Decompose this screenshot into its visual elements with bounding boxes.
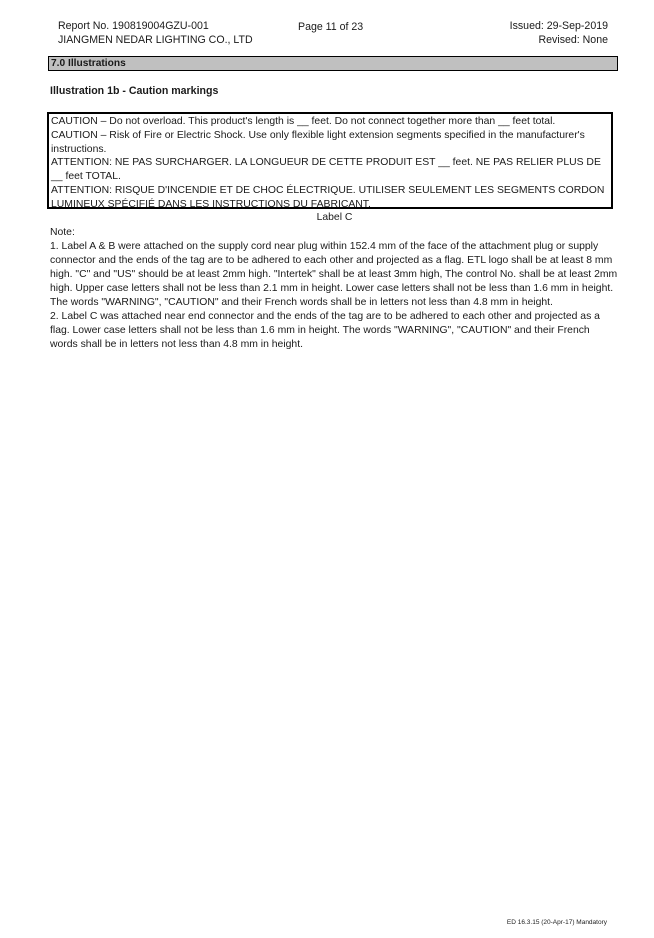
caution-line: ATTENTION: NE PAS SURCHARGER. LA LONGUEUR DE CETTE PRODUIT EST __ feet. NE PAS RELIER PLUS DE __ feet TOTAL. <box>51 157 601 183</box>
footer-edition: ED 16.3.15 (20-Apr-17) Mandatory <box>506 919 607 926</box>
caution-line: ATTENTION: RISQUE D'INCENDIE ET DE CHOC ÉLECTRIQUE. UTILISER SEULEMENT LES SEGMENTS CORDON LUMINEUX SPÉCIFIÉ DANS LES INSTRUCTIONS DU FABRICANT. <box>51 184 605 210</box>
illustration-title: Illustration 1b - Caution markings <box>50 85 219 97</box>
company-name: JIANGMEN NEDAR LIGHTING CO., LTD <box>58 34 253 46</box>
section-heading: 7.0 Illustrations <box>48 56 618 71</box>
header-right <box>510 19 608 47</box>
header-left <box>58 19 253 47</box>
page-number: Page 11 of 23 <box>298 21 364 33</box>
caution-line: CAUTION – Do not overload. This product's length is __ feet. Do not connect together more than __ feet total. <box>51 116 556 127</box>
report-number: Report No. 190819004GZU-001 <box>58 20 209 32</box>
notes-section <box>50 226 618 352</box>
caution-line: CAUTION – Risk of Fire or Electric Shock. Use only flexible light extension segments specified in the manufacturer's instructions. <box>51 129 585 155</box>
label-caption: Label C <box>316 212 353 223</box>
caution-label-box <box>47 112 613 209</box>
note-item: 1. Label A & B were attached on the supply cord near plug within 152.4 mm of the face of the attachment plug or supply connector and the ends of the tag are to be adhered to each other and projected as a flag. ETL logo shall be at least 8 mm high. "C" and "US" should be at least 2mm high. "Intertek" shall be at least 3mm high, The control No. shall be at least 2mm high. Upper case letters shall not be less than 2.1 mm in height. Lower case letters shall not be less than 1.6 mm in height. The words "WARNING", "CAUTION" and their French words shall be in letters not less than 4.8 mm in height. <box>50 241 618 308</box>
revised-status: Revised: None <box>538 34 608 46</box>
issued-date: Issued: 29-Sep-2019 <box>509 20 608 32</box>
note-item: 2. Label C was attached near end connector and the ends of the tag are to be adhered to each other and projected as a flag. Lower case letters shall not be less than 1.6 mm in height. The words "WARNING", "CAUTION" and their French words shall be in letters not less than 4.8 mm in height. <box>50 311 600 350</box>
notes-heading: Note: <box>50 227 75 238</box>
